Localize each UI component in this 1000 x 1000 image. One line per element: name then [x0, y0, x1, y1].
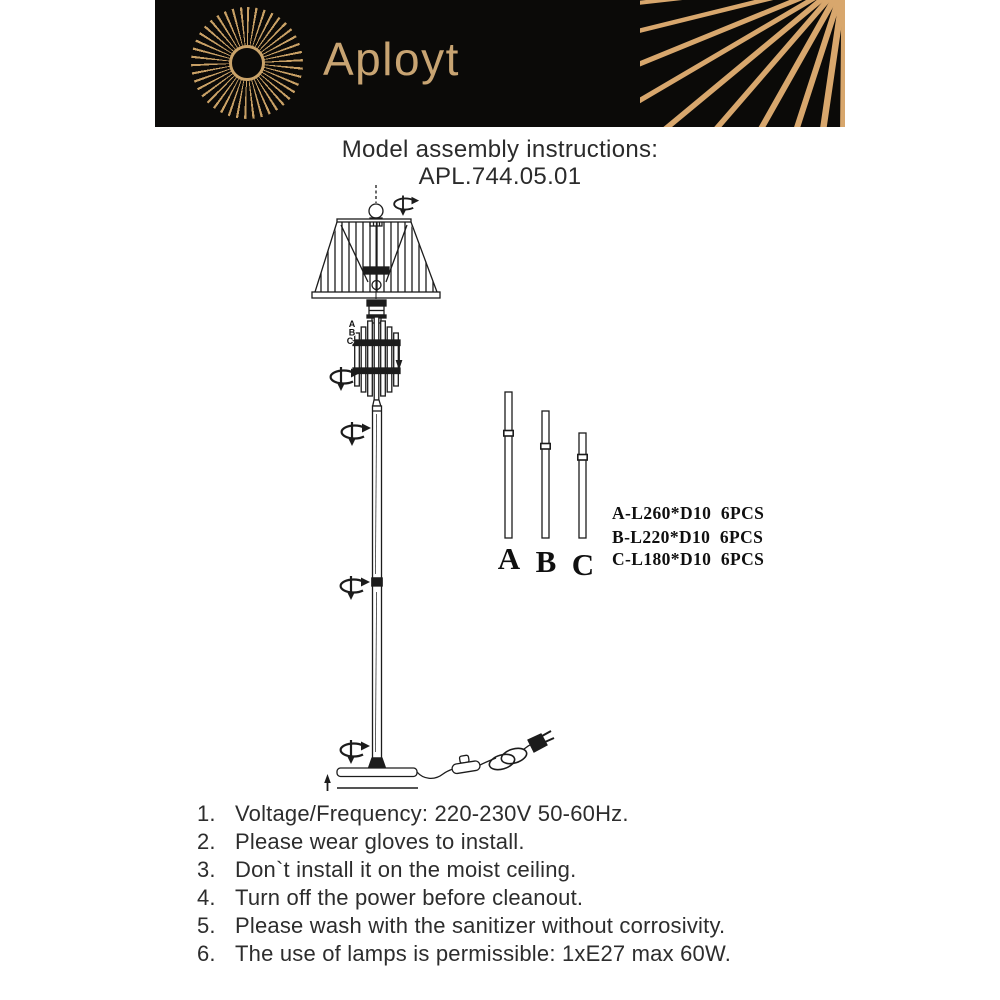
instruction-item: [197, 912, 877, 940]
item-text: The use of lamps is permissible: 1xE27 max 60W.: [235, 940, 732, 966]
rod-spec-a: A-L260*D10 6PCS: [612, 503, 765, 523]
cluster-label-b: B: [348, 327, 356, 338]
instruction-item: [197, 828, 877, 856]
pole-joint: [372, 578, 382, 586]
inline-switch: [450, 753, 480, 774]
rod-label-b: B: [535, 544, 557, 579]
rod-label-c: C: [571, 547, 595, 582]
item-number: 5.: [197, 912, 216, 938]
instruction-item: [197, 856, 877, 884]
instruction-list: [197, 800, 877, 967]
instruction-item: [197, 884, 877, 912]
crystal-rod-cluster: [347, 317, 400, 400]
power-cord: [417, 744, 532, 778]
rod-label-a: A: [497, 541, 521, 576]
rod-b-sample: [541, 411, 550, 538]
up-arrow-icon: [324, 774, 331, 791]
rod-c-sample: [578, 433, 587, 538]
item-number: 4.: [197, 884, 216, 910]
rotate-arrow-icon: [394, 196, 419, 216]
brand-name: Aployt: [323, 33, 460, 85]
item-number: 3.: [197, 856, 216, 882]
rod-spec-c: C-L180*D10 6PCS: [612, 549, 765, 569]
floor-lamp-drawing: [312, 185, 587, 791]
rotate-arrow-icon: [341, 740, 370, 764]
item-text: Don`t install it on the moist ceiling.: [235, 856, 577, 882]
cluster-label-c: C: [346, 336, 354, 346]
instruction-item: [197, 940, 877, 968]
lamp-base: [337, 758, 417, 777]
item-text: Voltage/Frequency: 220-230V 50-60Hz.: [235, 801, 629, 826]
pole-lower: [373, 586, 382, 758]
item-text: Please wash with the sanitizer without corrosivity.: [235, 912, 726, 938]
cluster-label-a: A: [348, 319, 356, 329]
pole-upper: [373, 400, 382, 578]
item-text: Please wear gloves to install.: [235, 828, 525, 854]
item-number: 1.: [197, 801, 216, 826]
rotate-arrow-icon: [342, 422, 371, 446]
item-text: Turn off the power before cleanout.: [235, 884, 584, 910]
page-title: Model assembly instructions:: [341, 136, 659, 163]
power-plug: [528, 731, 554, 752]
harp: [341, 225, 407, 299]
rotate-arrow-icon: [341, 576, 370, 600]
rod-spec-b: B-L220*D10 6PCS: [612, 526, 764, 547]
item-number: 2.: [197, 828, 216, 854]
item-number: 6.: [197, 940, 216, 966]
rod-a-sample: [504, 392, 513, 538]
instruction-item: [197, 800, 877, 828]
model-number: APL.744.05.01: [418, 163, 582, 190]
